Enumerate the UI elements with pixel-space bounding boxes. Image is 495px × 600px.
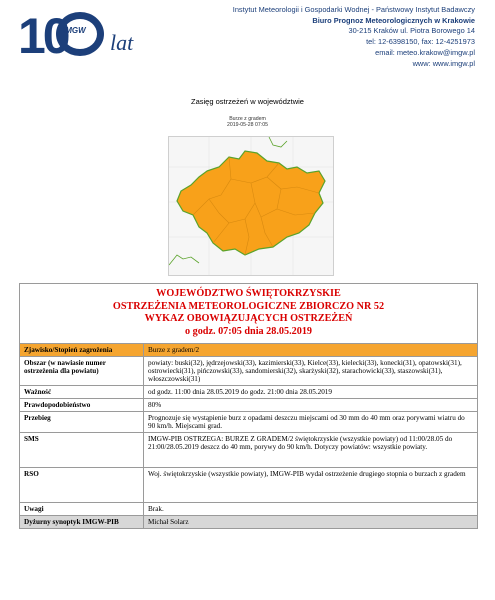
imgw-100-lat-logo bbox=[18, 10, 158, 62]
row-probability bbox=[20, 399, 478, 412]
row-remarks bbox=[20, 503, 478, 516]
remarks-value: Brak. bbox=[144, 503, 478, 516]
neighbour-boundary-line-top bbox=[269, 137, 287, 147]
rso-value: Woj. świętokrzyskie (wszystkie powiaty), IMGW-PIB wydał ostrzeżenie drugiego stopnia o burzach z gradem bbox=[144, 468, 478, 503]
area-label: Obszar (w nawiasie numer ostrzeżenia dla powiatu) bbox=[20, 357, 144, 386]
map-title: Zasięg ostrzeżeń w województwie bbox=[191, 97, 304, 106]
office-website[interactable]: www: www.imgw.pl bbox=[412, 58, 475, 68]
duty-label: Dyżurny synoptyk IMGW-PIB bbox=[20, 516, 144, 529]
validity-value: od godz. 11:00 dnia 28.05.2019 do godz. 21:00 dnia 28.05.2019 bbox=[144, 386, 478, 399]
bulletin-header bbox=[20, 284, 478, 344]
validity-label: Ważność bbox=[20, 386, 144, 399]
sms-value: IMGW-PIB OSTRZEGA: BURZE Z GRADEM/2 świętokrzyskie (wszystkie powiaty) od 11:00/28.05 do 21:00/28.05.2019 deszcz do 40 mm, porywy do 90 km/h. Dotyczy powiatów: wszystkie powiaty. bbox=[144, 433, 478, 468]
institute-name: Instytut Meteorologii i Gospodarki Wodnej - Państwowy Instytut Badawczy bbox=[232, 5, 475, 14]
bulletin-number: OSTRZEŻENIA METEOROLOGICZNE ZBIORCZO NR 52 bbox=[112, 300, 385, 312]
row-duty-forecaster bbox=[20, 516, 478, 529]
row-rso bbox=[20, 468, 478, 503]
row-phenomenon bbox=[20, 344, 478, 357]
map-subtitle-time: 2019-05-28 07:05 bbox=[227, 122, 268, 128]
row-validity bbox=[20, 386, 478, 399]
bulletin-header-row bbox=[20, 284, 478, 344]
row-sms bbox=[20, 433, 478, 468]
duty-value: Michał Solarz bbox=[144, 516, 478, 529]
probability-value: 80% bbox=[144, 399, 478, 412]
bulletin-region: WOJEWÓDZTWO ŚWIĘTOKRZYSKIE bbox=[156, 288, 341, 299]
logo-suffix: lat bbox=[110, 30, 134, 55]
office-phone: tel: 12-6398150, fax: 12-4251973 bbox=[366, 37, 475, 47]
logo-number: 10 bbox=[18, 8, 68, 64]
remarks-label: Uwagi bbox=[20, 503, 144, 516]
office-address: 30-215 Kraków ul. Piotra Borowego 14 bbox=[348, 26, 475, 36]
office-email[interactable]: email: meteo.krakow@imgw.pl bbox=[375, 47, 475, 57]
phenomenon-value: Burze z gradem/2 bbox=[144, 344, 478, 357]
course-value: Prognozuje się wystąpienie burz z opadami deszczu miejscami od 30 mm do 40 mm oraz porywami wiatru do 90 km/h. Miejscami grad. bbox=[144, 412, 478, 433]
row-area bbox=[20, 357, 478, 386]
rso-label: RSO bbox=[20, 468, 144, 503]
probability-label: Prawdopodobieństwo bbox=[20, 399, 144, 412]
voivodeship-warning-area bbox=[177, 151, 325, 255]
bulletin-list-title: WYKAZ OBOWIĄZUJĄCYCH OSTRZEŻEŃ bbox=[144, 313, 353, 324]
voivodeship-map-svg bbox=[169, 137, 333, 275]
institute-header bbox=[233, 5, 475, 69]
logo-ring-text: IMGW bbox=[63, 26, 86, 35]
neighbour-boundary-line bbox=[169, 255, 199, 265]
map-subtitle-phenomenon: Burze z gradem bbox=[229, 116, 266, 122]
warning-map bbox=[168, 136, 334, 276]
office-name: Biuro Prognoz Meteorologicznych w Krakowie bbox=[312, 15, 475, 25]
map-subtitle bbox=[0, 116, 495, 128]
course-label: Przebieg bbox=[20, 412, 144, 433]
phenomenon-label: Zjawisko/Stopień zagrożenia bbox=[20, 344, 144, 357]
sms-label: SMS bbox=[20, 433, 144, 468]
bulletin-issue-time: o godz. 07:05 dnia 28.05.2019 bbox=[184, 325, 313, 337]
row-course bbox=[20, 412, 478, 433]
warning-bulletin-table bbox=[19, 283, 478, 529]
area-value: powiaty: buski(32), jędrzejowski(33), kazimierski(33), Kielce(33), kielecki(33), konecki(31), opatowski(31), ostrowiecki(31), pińczowski(33), sandomierski(32), skarżyski(32), starachowicki(33), staszowski(31), włoszczowski(31) bbox=[144, 357, 478, 386]
